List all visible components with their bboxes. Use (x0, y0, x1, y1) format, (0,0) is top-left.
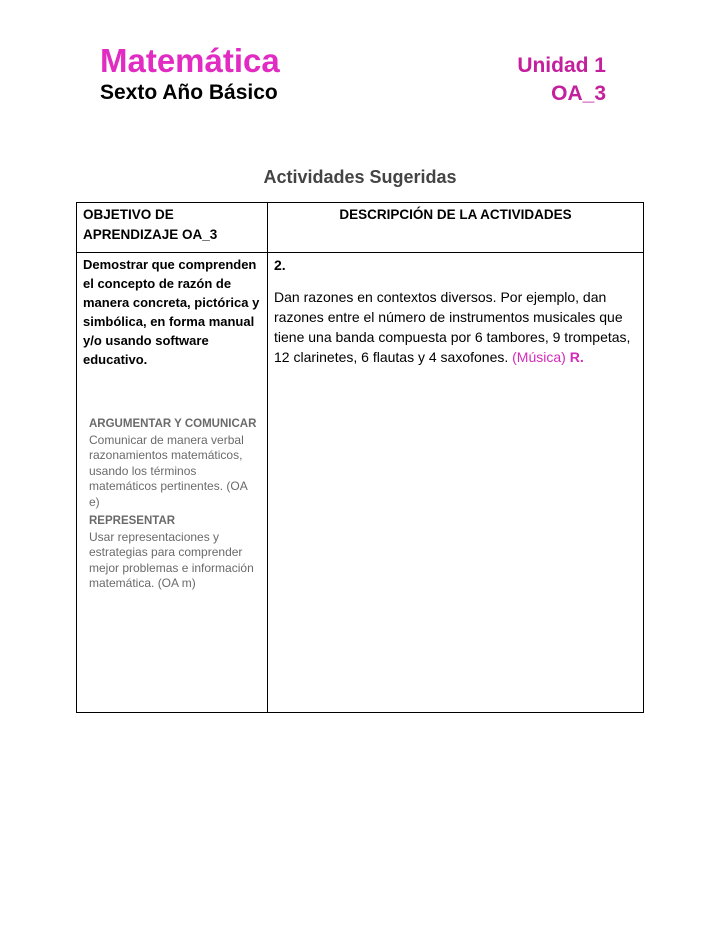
subject-title: Matemática (100, 42, 280, 79)
col-header-description: DESCRIPCIÓN DE LA ACTIVIDADES (268, 203, 644, 253)
skill-title: ARGUMENTAR Y COMUNICAR (89, 418, 257, 430)
activities-table (76, 202, 644, 713)
objective-text: Demostrar que comprenden el concepto de razón de manera concreta, pictórica y simbólica, en forma manual y/o usando software educativo. (83, 257, 260, 367)
grade-subtitle: Sexto Año Básico (100, 81, 278, 104)
oa-label: OA_3 (551, 82, 606, 105)
skills-box (89, 417, 261, 592)
skill-text: Usar representaciones y estrategias para comprender mejor problemas e información matemática. (OA m) (89, 529, 254, 590)
activity-text: Dan razones en contextos diversos. Por ejemplo, dan razones entre el número de instrumentos musicales que tiene una banda compuesta por 6 tambores, 9 trompetas, 12 clarinetes, 6 flautas y 4 saxofones. (274, 289, 631, 365)
description-cell (268, 253, 644, 713)
activity-description (274, 287, 637, 367)
skill-title: REPRESENTAR (89, 515, 176, 527)
activity-subject: (Música) (512, 349, 566, 365)
unit-label: Unidad 1 (517, 54, 606, 77)
col-header-objective: OBJETIVO DE APRENDIZAJE OA_3 (77, 203, 268, 253)
page-heading: Actividades Sugeridas (263, 167, 457, 187)
activity-number: 2. (274, 257, 286, 273)
skill-text: Comunicar de manera verbal razonamientos matemáticos, usando los términos matemáticos pertinentes. (OA e) (89, 432, 248, 509)
activity-tag: R. (569, 349, 584, 365)
objective-cell (77, 253, 268, 713)
